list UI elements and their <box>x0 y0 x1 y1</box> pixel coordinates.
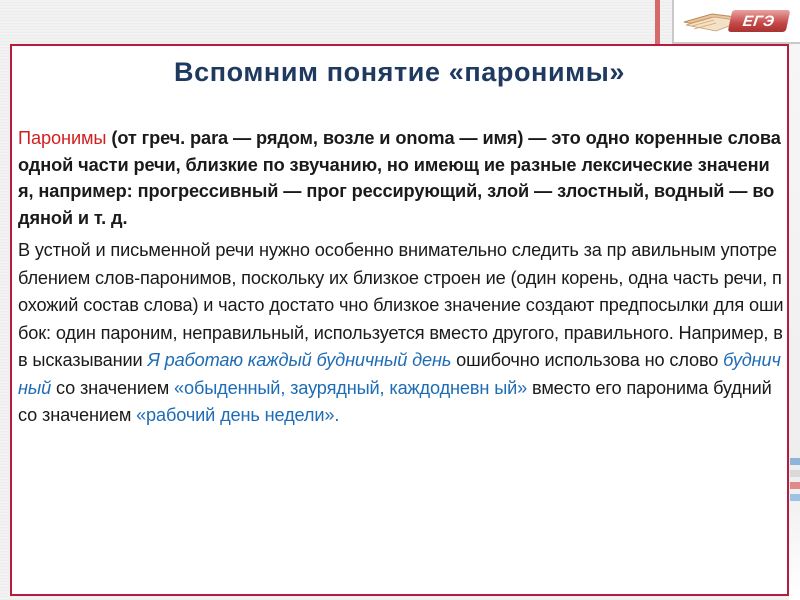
body-paragraph <box>18 237 784 430</box>
deco-bar-gray <box>790 470 800 477</box>
deco-bar-blue <box>790 458 800 465</box>
definition-paragraph <box>18 125 784 231</box>
term-paronyms: Паронимы <box>18 128 107 148</box>
content-frame <box>10 44 789 596</box>
ege-badge <box>728 10 791 32</box>
deco-bar-lightblue <box>790 494 800 501</box>
body-part3: со значением <box>51 377 175 398</box>
body-part2: ошибочно использова но слово <box>451 350 724 370</box>
ege-logo <box>672 0 800 44</box>
deco-bar-red <box>790 482 800 489</box>
meaning-right: «рабочий день недели» <box>136 405 335 425</box>
example-sentence: Я работаю каждый будничный день <box>147 350 452 370</box>
logo-text: ЕГЭ <box>742 12 776 30</box>
slide-title: Вспомним понятие «паронимы» <box>174 57 625 87</box>
body-part4: вместо его паронима будний со значением <box>18 377 772 425</box>
corner-accent-strip <box>655 0 660 44</box>
body-part1: В устной и письменной речи нужно особенно внимательно следить за пр авильным употреблением слов-паронимов, поскольку их близкое строен ие (один корень, одна часть речи, похожий состав слова) и часто достато чно близкое значение создают предпосылки для ошибок: один пароним, неправильный, используется вместо другого, правильного. Например, в в ысказывании <box>18 240 784 370</box>
wrong-word: будничный <box>18 350 781 398</box>
meaning-wrong: «обыденный, заурядный, каждодневн ый» <box>174 377 528 398</box>
definition-text: (от греч. para — рядом, возле и onoma — имя) — это одно коренные слова одной части речи, близкие по звучанию, но имеющ ие разные лексические значения, например: прогрессивный — прог рессирующий, злой — злостный, водный — водяной и т. д. <box>18 128 781 228</box>
body-end: . <box>334 405 340 425</box>
right-side-decoration <box>789 44 800 600</box>
